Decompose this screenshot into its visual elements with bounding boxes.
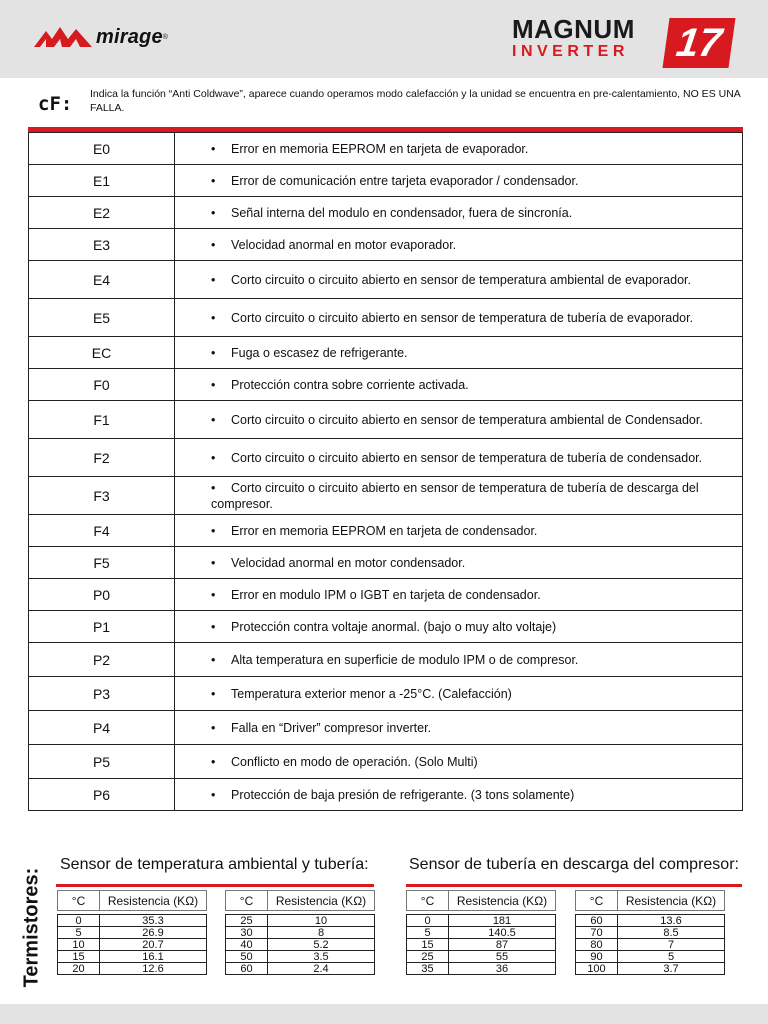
resistance-column-header: Resistencia (KΩ) (100, 891, 207, 911)
thermistor-header-row (407, 891, 556, 911)
error-description-text: Corto circuito o circuito abierto en sensor de temperatura de tubería de evaporador. (231, 310, 694, 325)
bullet-icon: • (211, 377, 216, 392)
error-code-row (29, 547, 743, 579)
cf-description: Indica la función “Anti Coldwave”, aparece cuando operamos modo calefacción y la unidad se encuentra en pre-calentamiento, NO ES UNA FALLA. (90, 88, 741, 114)
error-description-text: Protección contra sobre corriente activada. (231, 377, 469, 392)
thermistor-row (58, 951, 207, 963)
error-description-text: Falla en “Driver” compresor inverter. (231, 720, 432, 735)
thermistor-row (58, 927, 207, 939)
bullet-icon: • (211, 523, 216, 538)
temperature-cell: 5 (407, 927, 449, 939)
resistance-cell: 16.1 (100, 951, 207, 963)
temp-column-header: °C (226, 891, 268, 911)
bullet-icon: • (211, 619, 216, 634)
bullet-icon: • (211, 173, 216, 188)
bullet-icon: • (211, 720, 216, 735)
error-code-row (29, 515, 743, 547)
thermistor-row (407, 915, 556, 927)
cf-note (30, 87, 745, 123)
error-description (175, 299, 743, 337)
error-description (175, 611, 743, 643)
error-description (175, 643, 743, 677)
thermistor-row (576, 963, 725, 975)
error-description-text: Corto circuito o circuito abierto en sensor de temperatura ambiental de evaporador. (231, 272, 691, 287)
bullet-icon: • (211, 272, 216, 287)
error-code-row (29, 779, 743, 811)
resistance-cell: 8 (268, 927, 375, 939)
temperature-cell: 25 (407, 951, 449, 963)
resistance-cell: 13.6 (618, 915, 725, 927)
error-code-row (29, 261, 743, 299)
bullet-icon: • (211, 555, 216, 570)
resistance-cell: 3.5 (268, 951, 375, 963)
error-description-text: Error en memoria EEPROM en tarjeta de condensador. (231, 523, 538, 538)
brand-wordmark: mirage (96, 25, 163, 48)
temperature-cell: 100 (576, 963, 618, 975)
error-description-text: Protección contra voltaje anormal. (bajo o muy alto voltaje) (231, 619, 557, 634)
error-code-row (29, 133, 743, 165)
error-code-row (29, 165, 743, 197)
thermistor-row (226, 927, 375, 939)
error-code: F4 (29, 515, 175, 547)
resistance-column-header: Resistencia (KΩ) (449, 891, 556, 911)
error-description-text: Error de comunicación entre tarjeta evaporador / condensador. (231, 173, 579, 188)
error-description-text: Fuga o escasez de refrigerante. (231, 345, 408, 360)
resistance-cell: 181 (449, 915, 556, 927)
temp-column-header: °C (576, 891, 618, 911)
bullet-icon: • (211, 587, 216, 602)
temperature-cell: 70 (576, 927, 618, 939)
error-description (175, 779, 743, 811)
error-description (175, 477, 743, 515)
temperature-cell: 0 (407, 915, 449, 927)
mirage-mountain-icon (32, 25, 94, 49)
magnum-logo (512, 16, 662, 62)
cf-label: cF: (38, 93, 73, 115)
resistance-cell: 12.6 (100, 963, 207, 975)
ambient-sensor-title: Sensor de temperatura ambiental y tubería: (60, 856, 369, 873)
temperature-cell: 30 (226, 927, 268, 939)
error-description-text: Corto circuito o circuito abierto en sensor de temperatura de tubería de condensador. (231, 450, 703, 465)
error-description (175, 677, 743, 711)
thermistor-row (58, 915, 207, 927)
temperature-cell: 10 (58, 939, 100, 951)
temperature-cell: 35 (407, 963, 449, 975)
thermistor-row (407, 927, 556, 939)
error-code: E1 (29, 165, 175, 197)
error-description (175, 229, 743, 261)
error-code-row (29, 711, 743, 745)
resistance-cell: 2.4 (268, 963, 375, 975)
temperature-cell: 90 (576, 951, 618, 963)
header (0, 0, 768, 78)
temperature-cell: 50 (226, 951, 268, 963)
error-description-text: Temperatura exterior menor a -25°C. (Calefacción) (231, 686, 512, 701)
error-description-text: Corto circuito o circuito abierto en sensor de temperatura de tubería de descarga del compresor. (211, 480, 699, 511)
temperature-cell: 80 (576, 939, 618, 951)
thermistor-row (407, 939, 556, 951)
thermistor-row (576, 927, 725, 939)
error-description-text: Error en modulo IPM o IGBT en tarjeta de condensador. (231, 587, 541, 602)
error-code: F2 (29, 439, 175, 477)
bullet-icon: • (211, 310, 216, 325)
error-code: EC (29, 337, 175, 369)
resistance-cell: 35.3 (100, 915, 207, 927)
error-code-row (29, 677, 743, 711)
error-code: E0 (29, 133, 175, 165)
temperature-cell: 60 (576, 915, 618, 927)
error-description (175, 579, 743, 611)
error-code-row (29, 611, 743, 643)
error-code-row (29, 337, 743, 369)
bullet-icon: • (211, 480, 216, 495)
discharge-thermistor-table-2 (575, 890, 725, 975)
error-code-row (29, 369, 743, 401)
thermistor-row (576, 951, 725, 963)
product-number-badge: 17 (662, 18, 735, 68)
thermistor-row (226, 939, 375, 951)
resistance-cell: 3.7 (618, 963, 725, 975)
product-line2: INVERTER (512, 43, 629, 60)
error-code: E2 (29, 197, 175, 229)
temperature-cell: 25 (226, 915, 268, 927)
error-code-row (29, 299, 743, 337)
ambient-thermistor-table-2 (225, 890, 375, 975)
mirage-logo: mirage ® (32, 22, 168, 52)
error-code: P2 (29, 643, 175, 677)
ambient-thermistor-table-1 (57, 890, 207, 975)
thermistors-side-label: Termistores: (20, 867, 43, 988)
bullet-icon: • (211, 345, 216, 360)
thermistor-row (226, 915, 375, 927)
discharge-thermistor-table-1 (406, 890, 556, 975)
temp-column-header: °C (58, 891, 100, 911)
error-code: E5 (29, 299, 175, 337)
thermistor-row (407, 951, 556, 963)
error-description-text: Alta temperatura en superficie de modulo IPM o de compresor. (231, 652, 579, 667)
bullet-icon: • (211, 450, 216, 465)
error-code-row (29, 229, 743, 261)
resistance-cell: 5 (618, 951, 725, 963)
thermistor-header-row (576, 891, 725, 911)
error-code: E3 (29, 229, 175, 261)
error-code: F0 (29, 369, 175, 401)
temperature-cell: 15 (407, 939, 449, 951)
thermistor-header-row (226, 891, 375, 911)
thermistor-row (226, 963, 375, 975)
resistance-column-header: Resistencia (KΩ) (268, 891, 375, 911)
error-description (175, 745, 743, 779)
discharge-sensor-rule (406, 884, 742, 887)
bullet-icon: • (211, 141, 216, 156)
error-code-row (29, 579, 743, 611)
error-description-text: Error en memoria EEPROM en tarjeta de evaporador. (231, 141, 529, 156)
error-description-text: Corto circuito o circuito abierto en sensor de temperatura ambiental de Condensador. (231, 412, 703, 427)
error-description-text: Conflicto en modo de operación. (Solo Multi) (231, 754, 478, 769)
resistance-column-header: Resistencia (KΩ) (618, 891, 725, 911)
temp-column-header: °C (407, 891, 449, 911)
error-code-table (28, 132, 743, 811)
temperature-cell: 20 (58, 963, 100, 975)
error-code: F5 (29, 547, 175, 579)
ambient-sensor-rule (56, 884, 374, 887)
temperature-cell: 60 (226, 963, 268, 975)
error-description-text: Señal interna del modulo en condensador, fuera de sincronía. (231, 205, 573, 220)
resistance-cell: 55 (449, 951, 556, 963)
bullet-icon: • (211, 412, 216, 427)
error-description (175, 197, 743, 229)
error-description (175, 711, 743, 745)
error-code: E4 (29, 261, 175, 299)
temperature-cell: 5 (58, 927, 100, 939)
error-code-row (29, 477, 743, 515)
thermistor-row (576, 915, 725, 927)
error-description (175, 165, 743, 197)
error-code: P3 (29, 677, 175, 711)
product-line1: MAGNUM (512, 14, 635, 44)
error-code: P1 (29, 611, 175, 643)
error-code-row (29, 401, 743, 439)
error-code: P0 (29, 579, 175, 611)
resistance-cell: 7 (618, 939, 725, 951)
error-code-row (29, 439, 743, 477)
error-code-row (29, 643, 743, 677)
bullet-icon: • (211, 237, 216, 252)
temperature-cell: 15 (58, 951, 100, 963)
resistance-cell: 140.5 (449, 927, 556, 939)
error-description (175, 547, 743, 579)
error-code-row (29, 745, 743, 779)
thermistor-row (226, 951, 375, 963)
bullet-icon: • (211, 686, 216, 701)
error-code: F1 (29, 401, 175, 439)
thermistor-row (58, 963, 207, 975)
error-code: P5 (29, 745, 175, 779)
resistance-cell: 87 (449, 939, 556, 951)
error-code: F3 (29, 477, 175, 515)
error-description (175, 133, 743, 165)
thermistor-row (407, 963, 556, 975)
temperature-cell: 0 (58, 915, 100, 927)
bullet-icon: • (211, 754, 216, 769)
thermistor-header-row (58, 891, 207, 911)
bullet-icon: • (211, 652, 216, 667)
discharge-sensor-title: Sensor de tubería en descarga del compresor: (409, 856, 739, 873)
error-code: P6 (29, 779, 175, 811)
temperature-cell: 40 (226, 939, 268, 951)
footer-band (0, 1004, 768, 1024)
error-description (175, 515, 743, 547)
bullet-icon: • (211, 205, 216, 220)
error-code-row (29, 197, 743, 229)
error-description (175, 337, 743, 369)
error-description-text: Protección de baja presión de refrigerante. (3 tons solamente) (231, 787, 575, 802)
resistance-cell: 20.7 (100, 939, 207, 951)
error-description (175, 401, 743, 439)
error-code: P4 (29, 711, 175, 745)
error-description-text: Velocidad anormal en motor evaporador. (231, 237, 457, 252)
resistance-cell: 5.2 (268, 939, 375, 951)
error-description-text: Velocidad anormal en motor condensador. (231, 555, 466, 570)
resistance-cell: 26.9 (100, 927, 207, 939)
thermistor-row (58, 939, 207, 951)
resistance-cell: 10 (268, 915, 375, 927)
bullet-icon: • (211, 787, 216, 802)
error-description (175, 439, 743, 477)
resistance-cell: 36 (449, 963, 556, 975)
error-description (175, 369, 743, 401)
error-description (175, 261, 743, 299)
resistance-cell: 8.5 (618, 927, 725, 939)
thermistor-row (576, 939, 725, 951)
